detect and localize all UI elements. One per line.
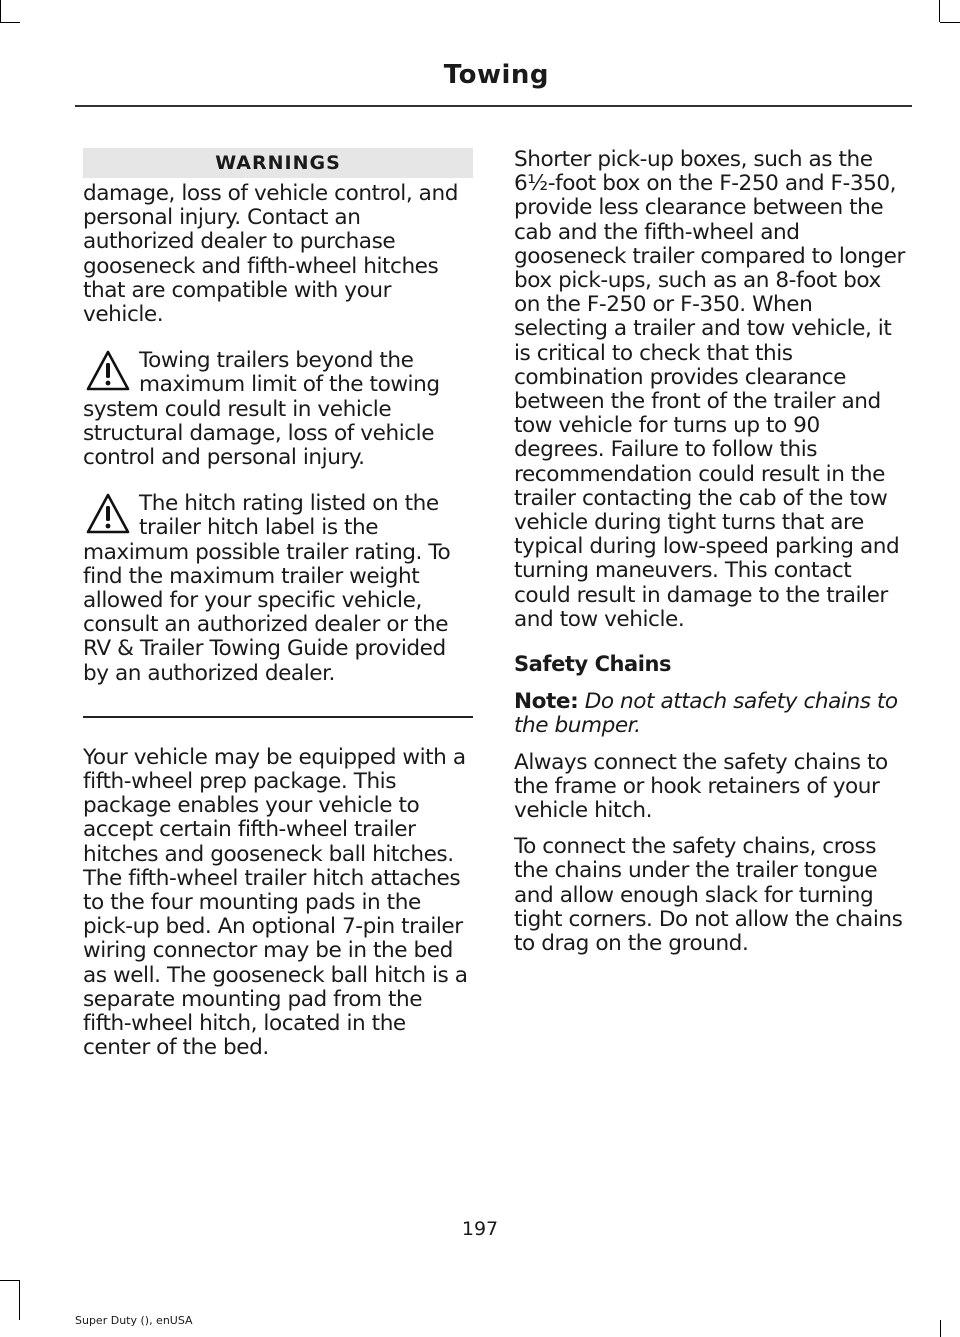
warning-triangle-icon (85, 349, 131, 393)
header-divider (75, 105, 912, 107)
left-column (83, 148, 473, 1061)
warning-item (83, 492, 473, 686)
note-text: Do not attach safety chains to the bumper. (514, 689, 898, 739)
section-heading: Safety Chains (514, 652, 672, 677)
warning-text: The hitch rating listed on the trailer hitch label is the maximum possible trailer rating. To find the maximum trailer weight allowed for your specific vehicle, consult an authorized dealer or the RV & Trailer Towing Guide provided by an authorized dealer. (83, 491, 451, 686)
body-paragraph: Your vehicle may be equipped with a fifth-wheel prep package. This package enables your vehicle to accept certain fifth-wheel trailer hitches and gooseneck ball hitches. The fifth-wheel trailer hitch attaches to the four mounting pads in the pick-up bed. An optional 7-pin trailer wiring connector may be in the bed as well. The gooseneck ball hitch is a separate mounting pad from the fifth-wheel hitch, located in the center of the bed. (83, 744, 468, 1061)
crop-mark (0, 0, 1, 22)
page-number: 197 (461, 1218, 499, 1240)
body-paragraph: Shorter pick-up boxes, such as the 6½-foot box on the F-250 and F-350, provide less clearance between the cab and the fifth-wheel and gooseneck trailer compared to longer box pick-ups, such as an 8-foot box on the F-250 or F-350. When selecting a trailer and tow vehicle, it is critical to check that this combination provides clearance between the front of the trailer and tow vehicle for turns up to 90 degrees. Failure to follow this recommendation could result in the trailer contacting the cab of the tow vehicle during tight turns that are typical during low-speed parking and turning maneuvers. This contact could result in damage to the trailer and tow vehicle. (514, 147, 905, 632)
crop-mark (940, 22, 960, 23)
footer-text: Super Duty (), enUSA (75, 1314, 193, 1327)
crop-mark (19, 1280, 20, 1320)
note-label: Note: (514, 689, 579, 715)
warning-continuation: damage, loss of vehicle control, and personal injury. Contact an authorized dealer to purchase gooseneck and fifth-wheel hitches that are compatible with your vehicle. (83, 181, 458, 328)
crop-mark (0, 22, 20, 23)
warnings-end-divider (83, 716, 473, 718)
crop-mark (0, 1280, 20, 1281)
body-paragraph: To connect the safety chains, cross the chains under the trailer tongue and allow enough slack for turning tight corners. Do not allow the chains to drag on the ground. (514, 834, 903, 957)
note (514, 690, 909, 738)
warning-triangle-icon (85, 492, 131, 536)
warning-item (83, 349, 473, 470)
warnings-heading: WARNINGS (83, 148, 473, 178)
body-paragraph: Always connect the safety chains to the frame or hook retainers of your vehicle hitch. (514, 749, 888, 824)
crop-mark (939, 0, 940, 22)
right-column (514, 148, 909, 956)
warning-text: Towing trailers beyond the maximum limit of the towing system could result in vehicle structural damage, loss of vehicle control and personal injury. (83, 348, 440, 471)
page-title: Towing (443, 60, 549, 90)
crop-mark (940, 1320, 941, 1337)
